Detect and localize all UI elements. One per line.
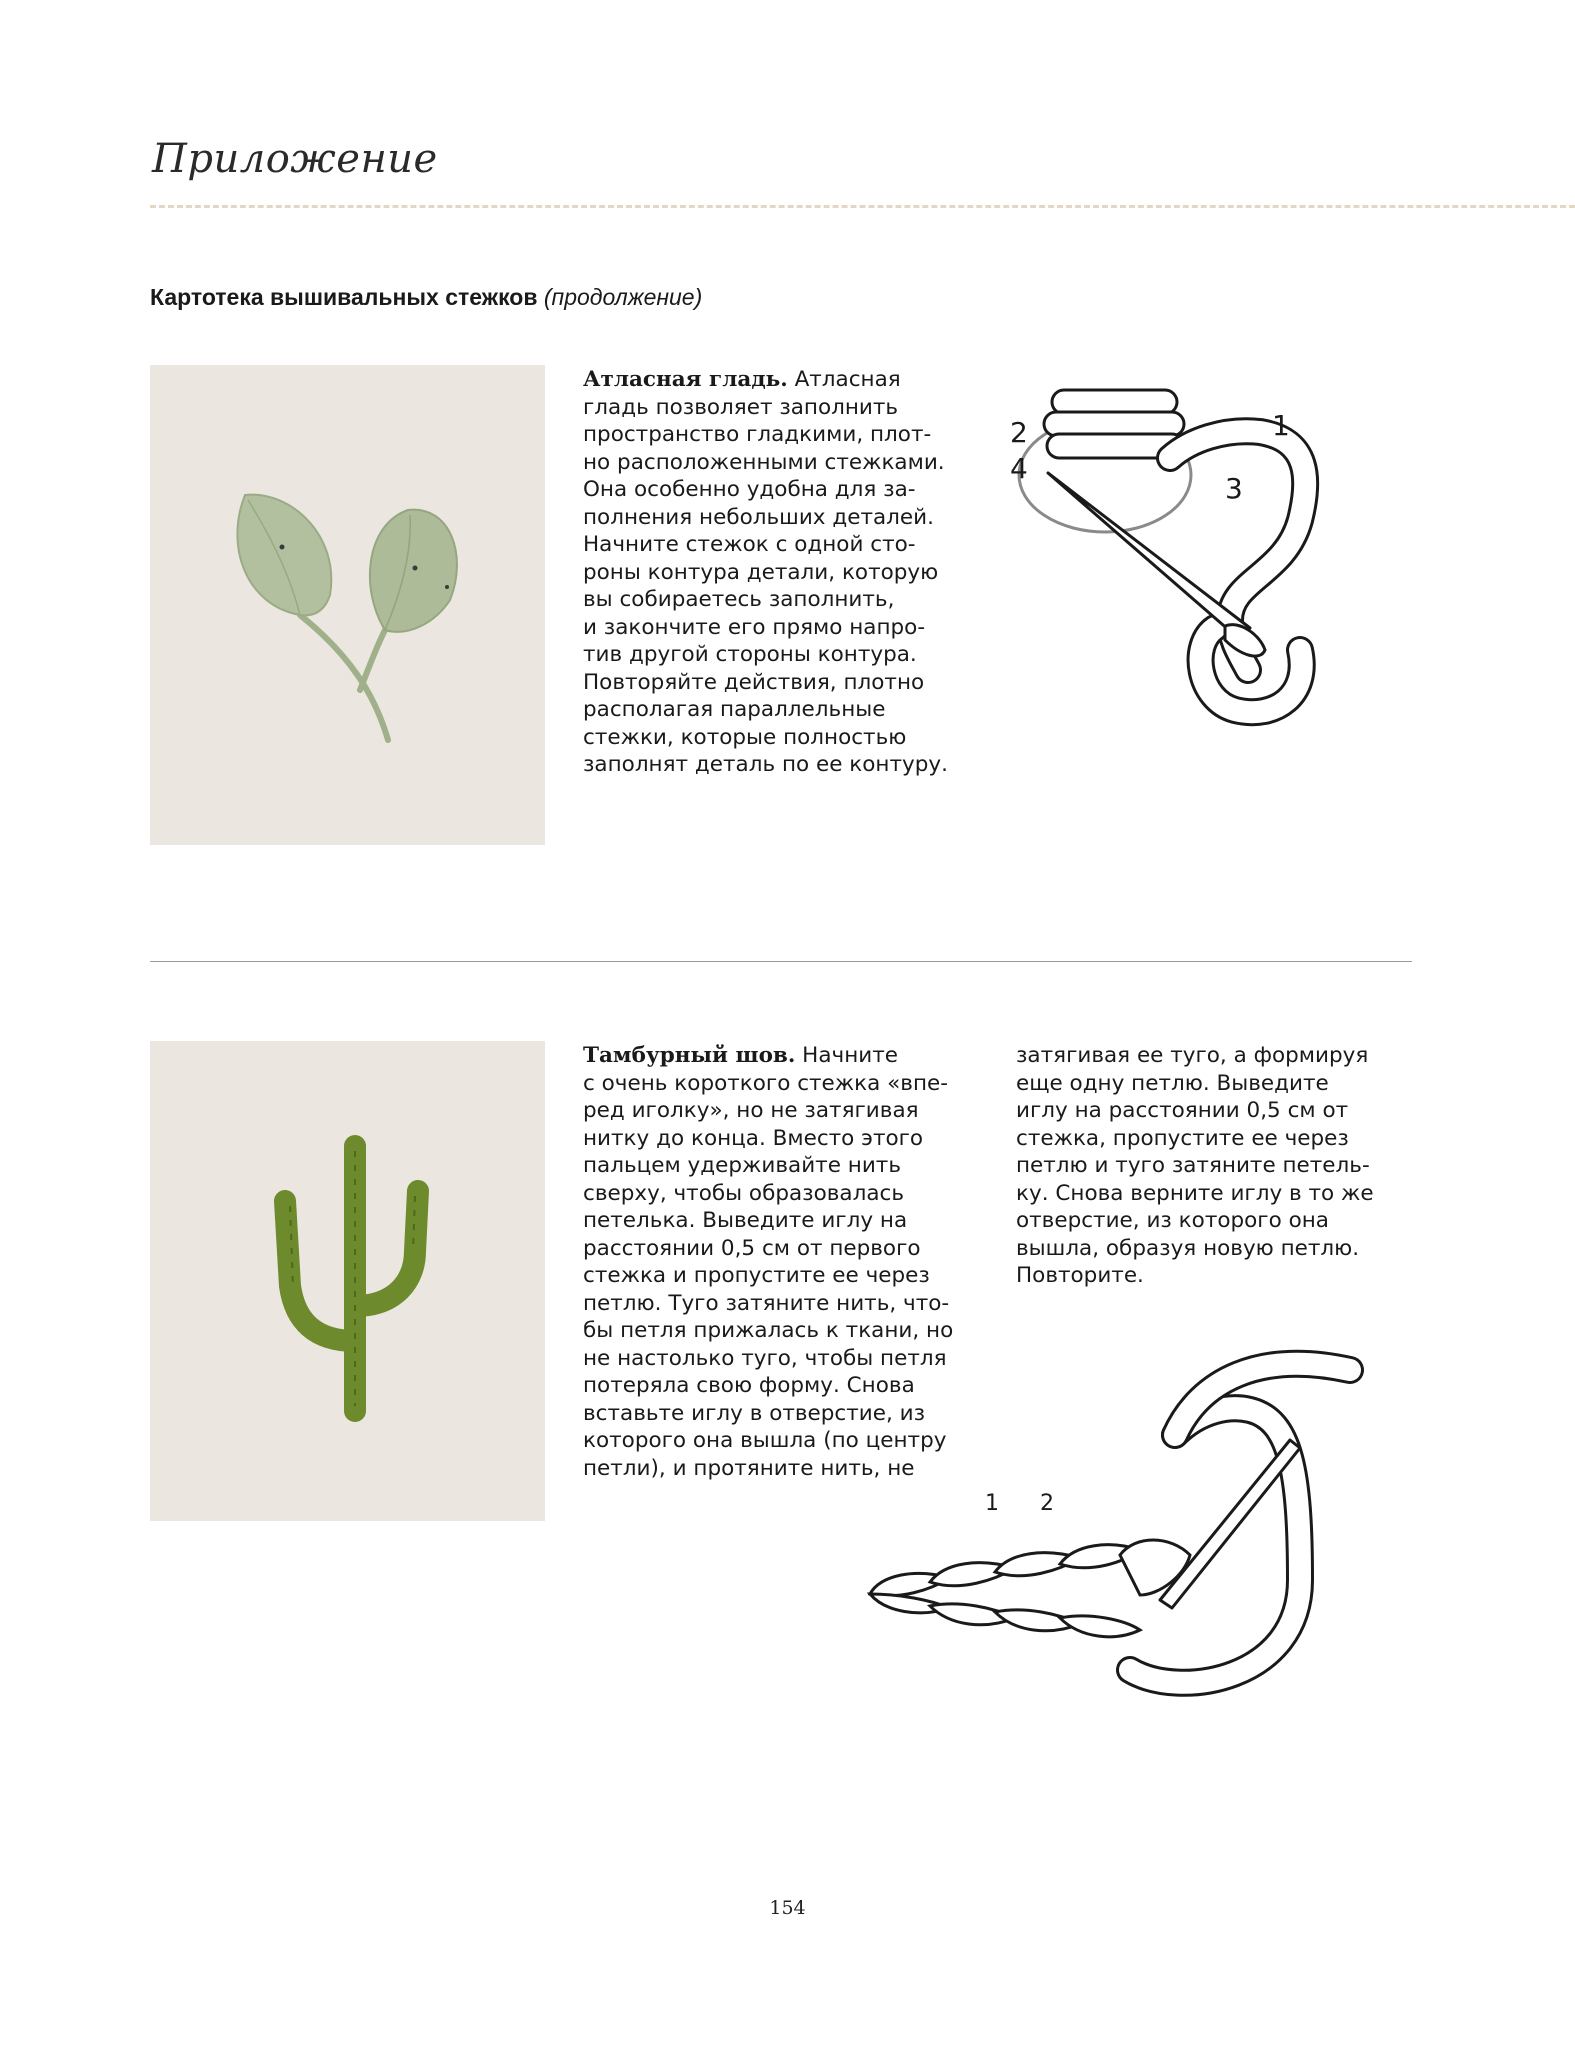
- chain-stitch-photo: [150, 1041, 545, 1521]
- section-heading: [150, 284, 702, 311]
- satin-stitch-diagram: [1010, 370, 1340, 730]
- satin-stitch-name: Атласная гладь.: [583, 367, 788, 392]
- chain-diagram-label-2: 2: [1040, 1491, 1054, 1516]
- section-divider: [150, 961, 1412, 962]
- page-header-title: Приложение: [152, 136, 438, 182]
- chain-stitch-diagram: [860, 1350, 1430, 1680]
- header-dashed-rule: [150, 205, 1575, 208]
- section-heading-sub: (продолжение): [543, 284, 703, 310]
- leaf-embroidery-image: [150, 365, 545, 845]
- section-heading-main: Картотека вышивальных стежков: [150, 284, 538, 310]
- diagram-label-1: 1: [1272, 409, 1290, 442]
- satin-stitch-text: Атласная гладь позволяет заполнить пространство гладкими, плот- но расположенными стежками. Она особенно удобна для за- полнения небольших деталей. Начните стежок с одной сто- роны контура детали, которую вы собираетесь заполнить, и закончите его прямо напро- тив другой стороны контура. Повторяйте действия, плотно располагая параллельные стежки, которые полностью заполнят деталь по ее контуру.: [583, 367, 948, 777]
- diagram-label-3: 3: [1225, 472, 1243, 505]
- satin-stitch-description: [583, 366, 983, 779]
- chain-stitch-name: Тамбурный шов.: [583, 1043, 796, 1068]
- satin-stitch-photo: [150, 365, 545, 845]
- chain-stitch-description-col2: затягивая ее туго, а формируя еще одну петлю. Выведите иглу на расстоянии 0,5 см от стежка, пропустите ее через петлю и туго затяните петель- ку. Снова верните иглу в то же отверстие, из которого она вышла, образуя новую петлю. Повторите.: [1016, 1043, 1374, 1288]
- chain-stitch-text-col1: Начните с очень короткого стежка «впе- ред иголку», но не затягивая нитку до конца. Вместо этого пальцем удерживайте нить сверху, чтобы образовалась петелька. Выведите иглу на расстоянии 0,5 см от первого стежка и пропустите ее через петлю. Туго затяните нить, что- бы петля прижалась к ткани, но не настолько туго, чтобы петля потеряла свою форму. Снова вставьте иглу в отверстие, из которого она вышла (по центру петли), и протяните нить, не: [583, 1043, 954, 1481]
- diagram-label-4: 4: [1010, 452, 1028, 485]
- diagram-label-2: 2: [1010, 416, 1028, 449]
- page-number: 154: [769, 1897, 806, 1919]
- cactus-embroidery-image: [150, 1041, 545, 1521]
- chain-diagram-label-1: 1: [985, 1491, 999, 1516]
